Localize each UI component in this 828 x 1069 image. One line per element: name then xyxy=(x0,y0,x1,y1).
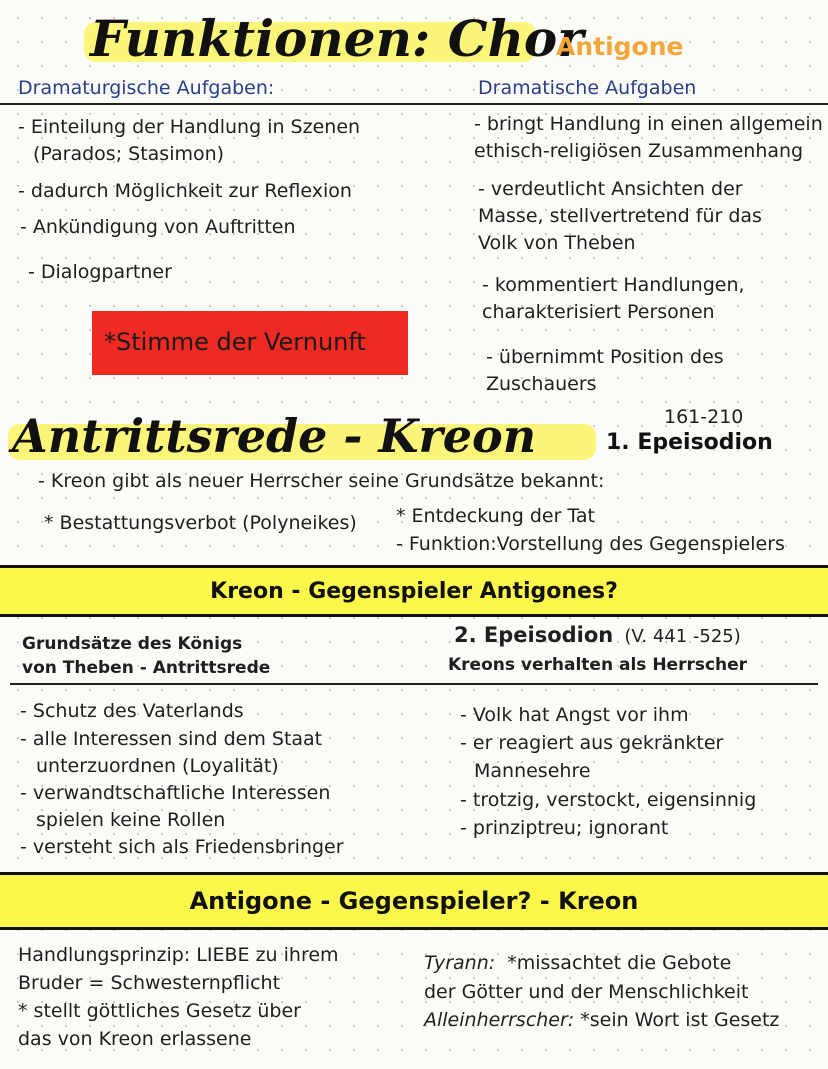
kreon-right-item: - er reagiert aus gekränkter xyxy=(460,732,724,754)
kreon-left-item: - Schutz des Vaterlands xyxy=(20,700,244,722)
section-band-title: Kreon - Gegenspieler Antigones? xyxy=(210,578,618,604)
kreon-right-subheading: Kreons verhalten als Herrscher xyxy=(448,655,748,675)
callout-box xyxy=(92,311,408,375)
kreon-right-item: - prinziptreu; ignorant xyxy=(460,817,669,839)
chor-right-item: - kommentiert Handlungen, xyxy=(482,274,745,296)
antigone-left-item: das von Kreon erlassene xyxy=(18,1028,252,1050)
alleinherrscher-text: *sein Wort ist Gesetz xyxy=(574,1009,780,1031)
chor-left-item: - dadurch Möglichkeit zur Reflexion xyxy=(18,180,352,202)
kreon-left-item: spielen keine Rollen xyxy=(36,809,226,831)
antrittsrede-line: - Kreon gibt als neuer Herrscher seine Grundsätze bekannt: xyxy=(38,470,605,492)
kreon-left-item: - versteht sich als Friedensbringer xyxy=(20,836,344,858)
chor-right-item: Volk von Theben xyxy=(478,232,636,254)
kreon-left-heading: Grundsätze des Königs xyxy=(22,634,243,654)
tyrann-text: *missachtet die Gebote xyxy=(495,952,732,974)
antrittsrede-verses: 161-210 xyxy=(664,406,744,428)
kreon-right-item: Mannesehre xyxy=(474,760,591,782)
antrittsrede-title: Antrittsrede - Kreon xyxy=(12,409,537,463)
chor-right-item: charakterisiert Personen xyxy=(482,301,715,323)
kreon-right-item: - trotzig, verstockt, eigensinnig xyxy=(460,789,757,811)
kreon-episode: 2. Epeisodion xyxy=(454,623,614,647)
chor-left-item: - Einteilung der Handlung in Szenen xyxy=(18,116,361,138)
chor-right-item: - bringt Handlung in einen allgemein xyxy=(474,113,823,135)
chor-right-item: Zuschauers xyxy=(486,373,597,395)
kreon-right-item: - Volk hat Angst vor ihm xyxy=(460,704,689,726)
kreon-right-heading xyxy=(454,620,741,652)
kreon-divider xyxy=(10,683,818,685)
antigone-left-item: Handlungsprinzip: LIEBE zu ihrem xyxy=(18,944,339,966)
section-band-title: Antigone - Gegenspieler? - Kreon xyxy=(189,887,639,915)
chor-left-heading: Dramaturgische Aufgaben: xyxy=(18,77,275,99)
chor-right-item: ethisch-religiösen Zusammenhang xyxy=(474,140,804,162)
chor-left-item: - Ankündigung von Auftritten xyxy=(20,216,296,238)
kreon-left-item: - alle Interessen sind dem Staat xyxy=(20,728,323,750)
antigone-left-item: Bruder = Schwesternpflicht xyxy=(18,972,281,994)
alleinherrscher-label: Alleinherrscher: xyxy=(424,1009,575,1031)
chor-right-heading: Dramatische Aufgaben xyxy=(478,77,697,99)
antigone-right-item: der Götter und der Menschlichkeit xyxy=(424,981,749,1003)
kreon-left-item: - verwandtschaftliche Interessen xyxy=(20,782,331,804)
chor-right-item: - verdeutlicht Ansichten der xyxy=(478,178,743,200)
antigone-right-item xyxy=(424,1007,779,1034)
page-title: Funktionen: Chor xyxy=(90,9,584,68)
antrittsrede-episode: 1. Epeisodion xyxy=(606,430,773,455)
kreon-left-heading: von Theben - Antrittsrede xyxy=(22,658,271,678)
antigone-left-item: * stellt göttliches Gesetz über xyxy=(18,1000,301,1022)
kreon-left-item: unterzuordnen (Loyalität) xyxy=(36,755,279,777)
chor-right-item: - übernimmt Position des xyxy=(486,346,724,368)
antrittsrede-left-point: * Bestattungsverbot (Polyneikes) xyxy=(44,512,357,534)
section-band-kreon xyxy=(0,565,828,617)
kreon-verses: (V. 441 -525) xyxy=(624,626,741,647)
antrittsrede-right-point: - Funktion:Vorstellung des Gegenspielers xyxy=(396,533,785,555)
antrittsrede-right-point: * Entdeckung der Tat xyxy=(396,505,595,527)
chor-left-item: (Parados; Stasimon) xyxy=(33,143,225,165)
antigone-right-item xyxy=(424,950,731,977)
page-subtitle: Antigone xyxy=(556,32,684,61)
chor-divider xyxy=(0,103,828,105)
callout-text: *Stimme der Vernunft xyxy=(104,328,366,356)
section-band-antigone xyxy=(0,872,828,930)
tyrann-label: Tyrann: xyxy=(424,952,496,974)
chor-left-item: - Dialogpartner xyxy=(28,261,172,283)
chor-right-item: Masse, stellvertretend für das xyxy=(478,205,762,227)
